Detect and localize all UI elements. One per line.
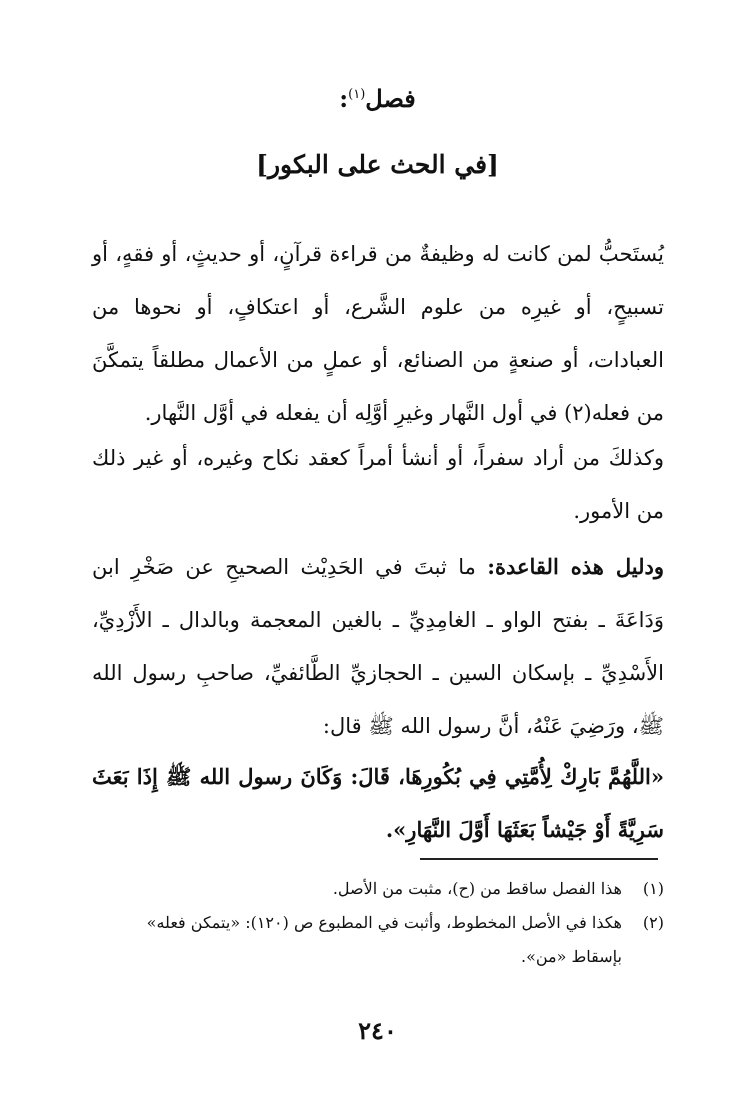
footnote-number: (٢) xyxy=(642,913,664,932)
footnote-2 xyxy=(92,906,664,974)
chapter-heading: [في الحث على البكور] xyxy=(256,150,499,179)
paragraph-3-text: ما ثبتَ في الحَدِيْث الصحيحِ عن صَخْرِ ابن وَدَاعَةَ ـ بفتح الواو ـ الغامِدِيِّ ـ بالغين المعجمة وبالدال ـ الأَزْدِيِّ، الأَسْدِيِّ ـ بإسكان السين ـ الحجازيِّ الطَّائفيِّ، صاحبِ رسول الله ﷺ، ورَضِيَ عَنْهُ، أنَّ رسول الله ﷺ قال: xyxy=(92,555,664,738)
paragraph-1: يُستَحبُّ لمن كانت له وظيفةٌ من قراءة قرآنٍ، أو حديثٍ، أو فقهٍ، أو تسبيحٍ، أو غيرِه من علوم الشَّرع، أو اعتكافٍ، أو نحوها من العبادات، أو صنعةٍ من الصنائع، أو عملٍ من الأعمال مطلقاً يتمكَّنَ من فعله(٢) في أول النَّهار وغيرِ أوَّلِه أن يفعله في أوَّل النَّهار. xyxy=(92,242,664,425)
footnote-number: (١) xyxy=(642,879,664,898)
paragraph-3-lead: ودليل هذه القاعدة: xyxy=(487,554,665,579)
footnotes xyxy=(92,872,664,974)
section-label-text: فصل xyxy=(365,84,416,113)
footnote-divider xyxy=(420,858,658,860)
footnote-ref-1[interactable]: (١) xyxy=(348,87,366,102)
footnote-text: هكذا في الأصل المخطوط، وأثبت في المطبوع ص (١٢٠): «يتمكن فعله» بإسقاط «من». xyxy=(146,913,622,966)
footnote-1 xyxy=(92,872,664,906)
page-number: ٢٤٠ xyxy=(358,1016,397,1045)
section-label xyxy=(0,84,755,113)
paragraph-3 xyxy=(92,540,664,753)
footnote-text: هذا الفصل ساقط من (ح)، مثبت من الأصل. xyxy=(332,879,622,898)
hadith-quote: «اللَّهُمَّ بَارِكْ لِأُمَّتِي فِي بُكُورِهَا، قَالَ: وَكَانَ رسول الله ﷺ إِذَا بَعَثَ سَرِيَّةً أَوْ جَيْشاً بَعَثَهَا أَوَّلَ النَّهَارِ». xyxy=(92,764,664,842)
paragraph-2: وكذلكَ من أراد سفراً، أو أنشأ أمراً كعقد نكاح وغيره، أو غير ذلك من الأمور. xyxy=(92,446,664,523)
section-label-colon: : xyxy=(339,84,349,113)
